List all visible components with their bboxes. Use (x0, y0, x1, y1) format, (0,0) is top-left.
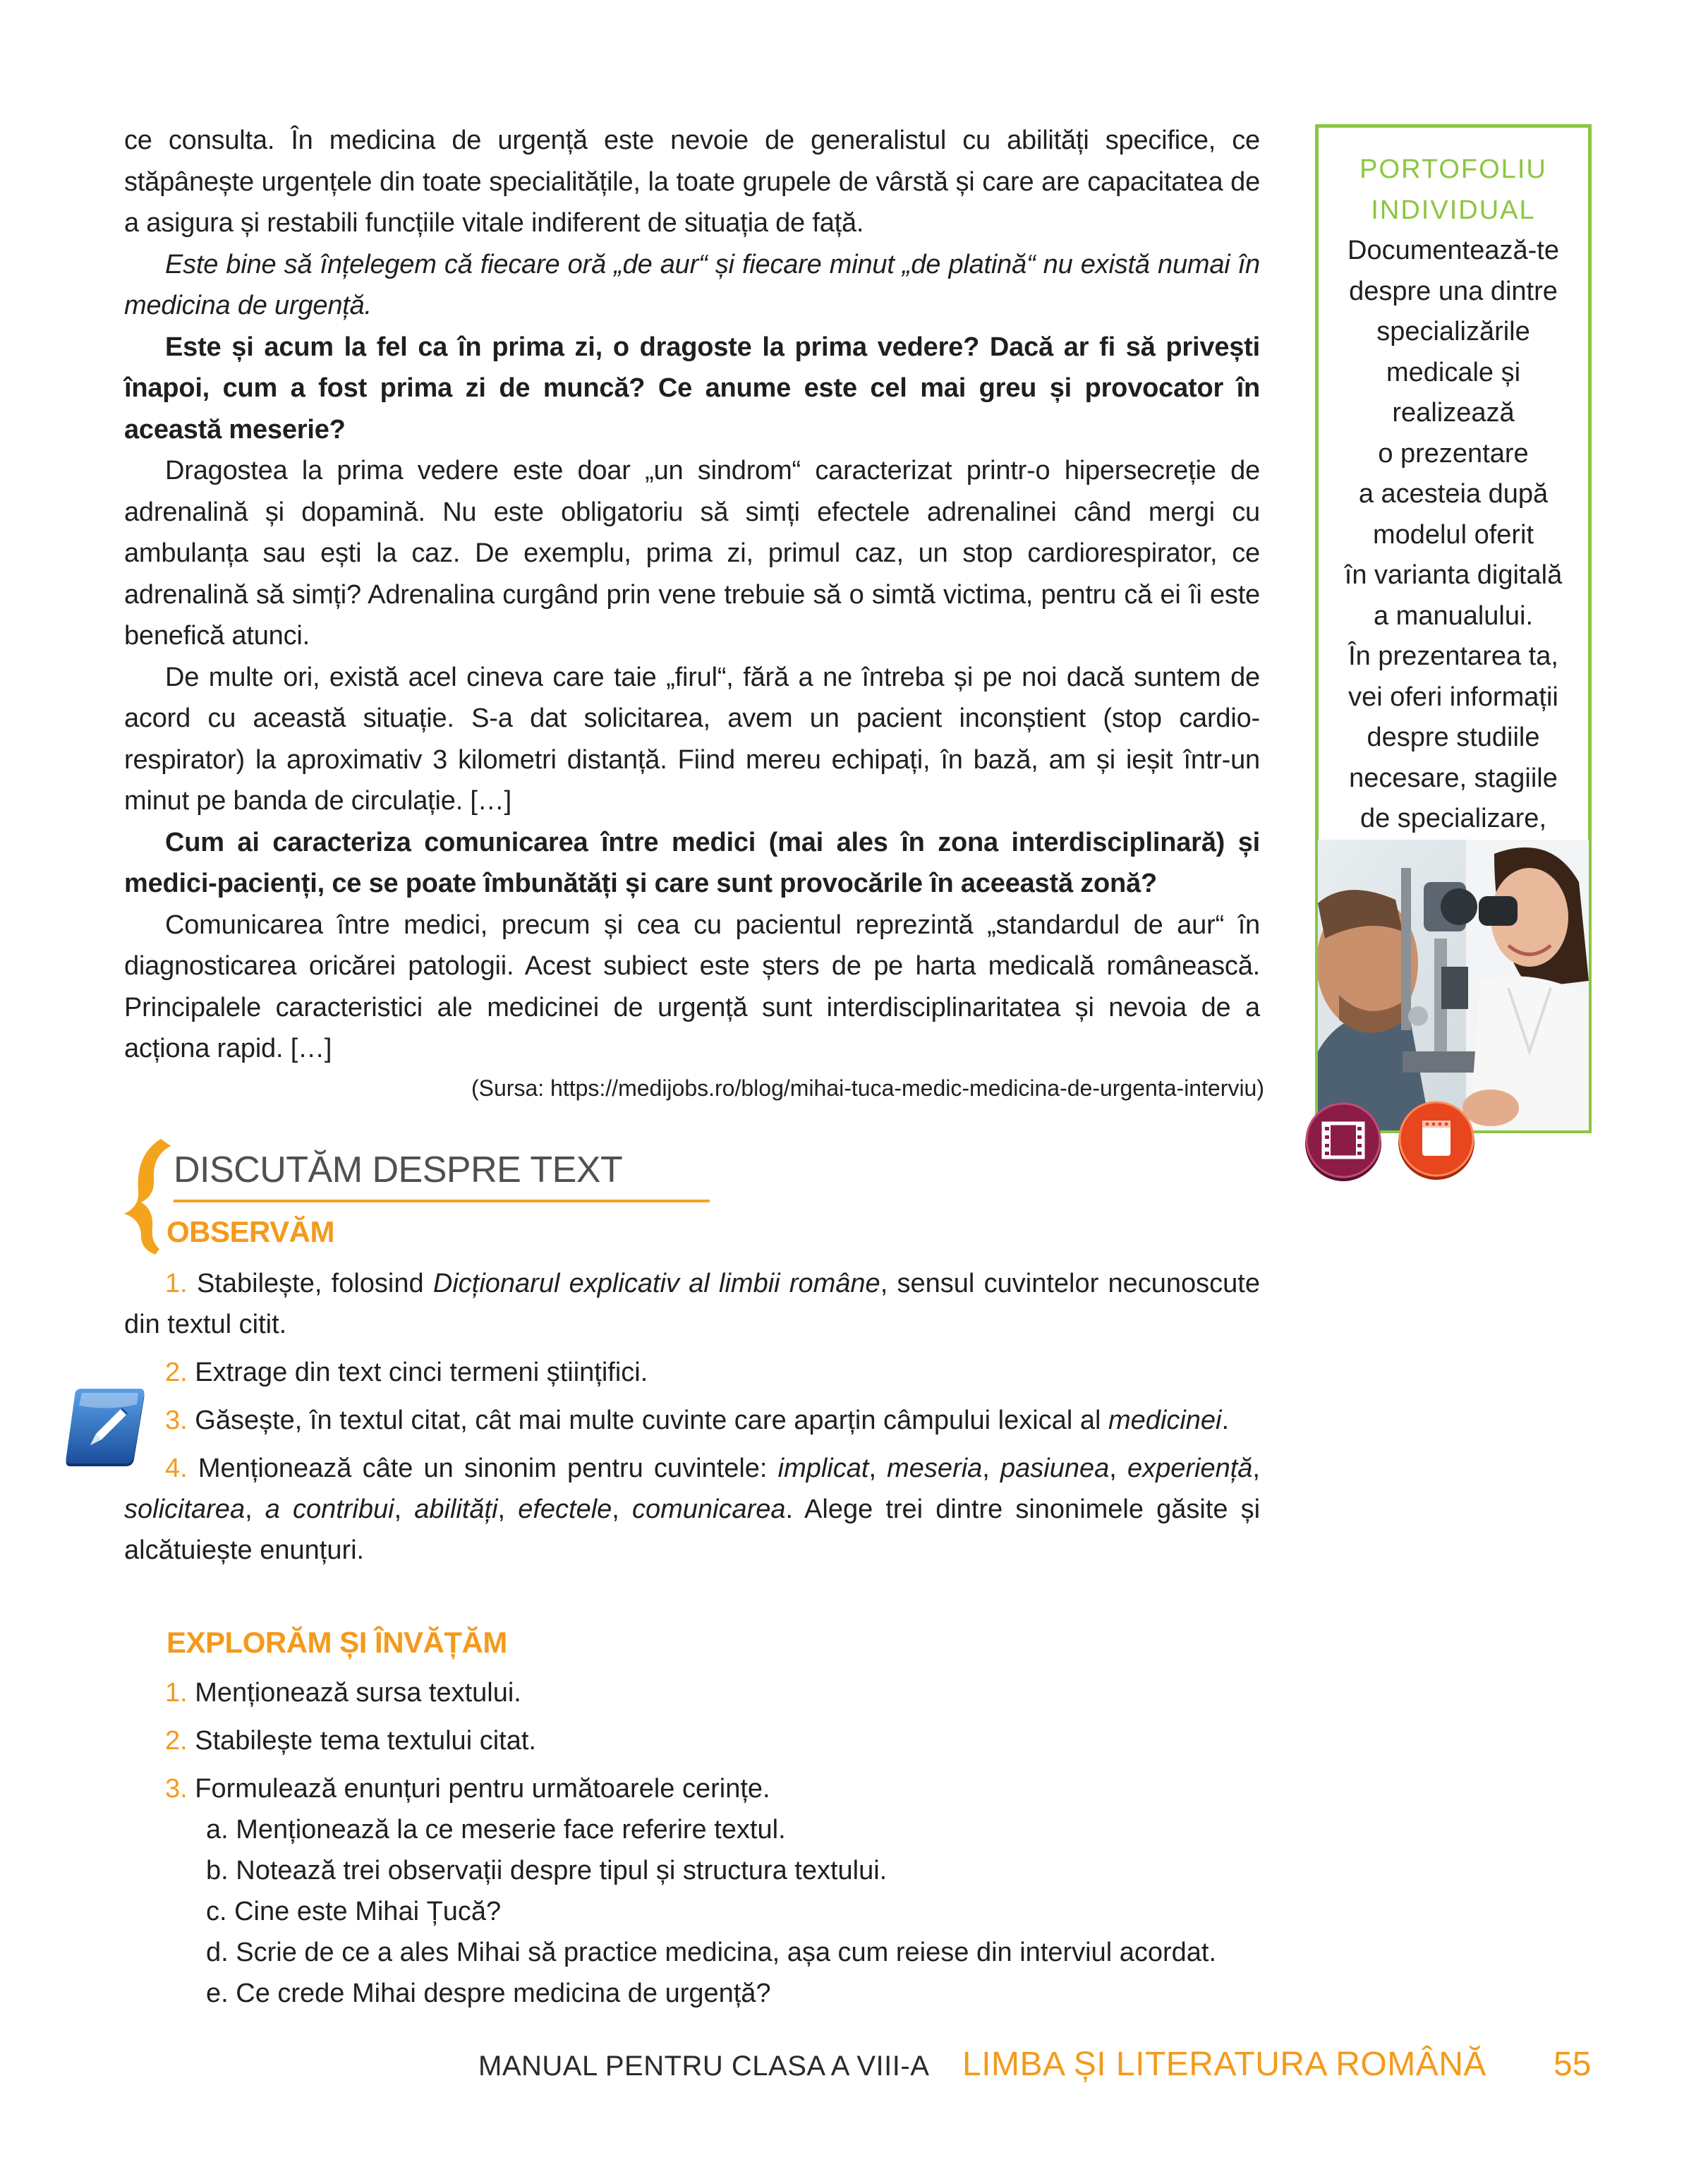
sidebar-line: specializările (1376, 317, 1530, 346)
sidebar-line: necesare, stagiile (1349, 763, 1558, 793)
eye-exam-photo (1318, 840, 1589, 1130)
sidebar-line: o prezentare (1378, 438, 1529, 469)
item-italic: a contribui (265, 1495, 394, 1524)
exploram-list (124, 1672, 1260, 2014)
item-italic: implicat (777, 1454, 869, 1483)
item-text: , (982, 1454, 1000, 1483)
sidebar-line: despre studiile (1367, 723, 1540, 752)
article-paragraph: ce consulta. În medicina de urgență este nevoie de generalistul cu abilități specifice, ce stăpânește urgențele din toate specialitățile, la toate grupele de vârstă și care are capacitatea de a asigura și restabili funcțiile vitale indiferent de situația de față. (124, 126, 1260, 238)
list-item (124, 1400, 1260, 1441)
item-italic: Dicționarul explicativ al limbii române (432, 1269, 880, 1298)
article-paragraph-italic: Este bine să înțelegem că fiecare oră „de aur“ și fiecare minut „de platină“ nu există numai în medicina de urgență. (124, 249, 1260, 320)
item-italic: meseria (887, 1454, 983, 1483)
article-paragraph: Comunicarea între medici, precum și cea cu pacientul reprezintă „standardul de aur“ în diagnosticarea oricărei patologii. Acest subiect este șters de pe harta medicală românească. Principalele caracteristici ale medicinei de urgență sunt interdisciplinaritatea și nevoia de a acționa rapid. […] (124, 910, 1260, 1063)
discussion-title: DISCUTĂM DESPRE TEXT (174, 1149, 623, 1190)
page-number: 55 (1553, 2046, 1592, 2083)
item-italic: pasiunea (1000, 1454, 1110, 1483)
sidebar-line: vei oferi informații (1348, 682, 1558, 712)
item-text: Stabilește tema textului citat. (187, 1726, 536, 1756)
section-title-exploram: EXPLORĂM ȘI ÎNVĂȚĂM (166, 1626, 507, 1659)
item-italic: experiență (1127, 1454, 1253, 1483)
item-text: . (1221, 1406, 1230, 1435)
sidebar-line: Documentează-te (1347, 236, 1559, 265)
list-item (124, 1448, 1260, 1571)
item-text: Extrage din text cinci termeni științifici. (187, 1358, 648, 1387)
item-number: 4. (165, 1454, 188, 1483)
sub-item: e. Ce crede Mihai despre medicina de urgență? (206, 1979, 771, 2008)
item-text: Stabilește, folosind (187, 1269, 433, 1298)
list-item (124, 1352, 1260, 1393)
item-text: , (1109, 1454, 1127, 1483)
title-underline (174, 1200, 710, 1202)
item-italic: medicinei (1108, 1406, 1222, 1435)
item-number: 1. (165, 1269, 188, 1298)
item-italic: solicitarea (124, 1495, 246, 1524)
sidebar-heading-line: INDIVIDUAL (1371, 195, 1536, 225)
item-text: . Alege trei dintre sinonimele găsite și alcătuiește enunțuri. (124, 1495, 1261, 1565)
pencil-icon (61, 1383, 152, 1475)
footer-manual: MANUAL PENTRU CLASA A VIII-A (478, 2051, 930, 2082)
item-italic: abilități (414, 1495, 498, 1524)
eye-exam-illustration (1318, 840, 1589, 1130)
sidebar-heading (1319, 149, 1588, 231)
item-text: Menționează sursa textului. (187, 1678, 521, 1708)
item-text: , (868, 1454, 888, 1483)
item-italic: efectele (518, 1495, 612, 1524)
notepad-icon[interactable] (1395, 1098, 1477, 1180)
sidebar-line: despre una dintre (1349, 276, 1558, 306)
sub-item: a. Menționează la ce meserie face referire textul. (206, 1815, 786, 1845)
item-number: 2. (165, 1726, 188, 1756)
item-text: Găsește, în textul citat, cât mai multe cuvinte care aparțin câmpului lexical al (187, 1406, 1108, 1435)
observam-list (124, 1263, 1260, 1571)
sidebar-line: a acesteia după (1358, 479, 1549, 509)
article-text (124, 120, 1264, 1106)
sidebar-line: în varianta digitală (1344, 560, 1563, 590)
list-item (124, 1720, 1260, 1761)
list-item (124, 1263, 1260, 1345)
list-item (124, 1768, 1260, 1809)
sidebar-line: În prezentarea ta, (1348, 641, 1558, 671)
sidebar-heading-line: PORTOFOLIU (1359, 155, 1547, 184)
article-paragraph: Dragostea la prima vedere este doar „un sindrom“ caracterizat printr-o hipersecreție de adrenalină și dopamină. Nu este obligatoriu să simți efectele adrenalinei când mergi cu ambulanța sau ești la caz. De exemplu, prima zi, primul caz, un stop cardiorespirator, ce adrenalină să simți? Adrenalina curgând prin vene trebuie să o simtă victima, pentru că ei îi este benefică atunci. (124, 456, 1260, 651)
sidebar-line: modelul oferit (1372, 519, 1534, 550)
sub-item: c. Cine este Mihai Țucă? (206, 1897, 502, 1926)
item-text: , (1252, 1454, 1260, 1483)
item-number: 1. (165, 1678, 188, 1708)
item-text: Formulează enunțuri pentru următoarele cerințe. (187, 1774, 770, 1804)
sidebar-line: medicale și realizează (1386, 357, 1521, 428)
sub-item: d. Scrie de ce a ales Mihai să practice medicina, așa cum reiese din interviul acordat. (206, 1938, 1217, 1967)
sidebar-line: a manualului. (1373, 600, 1534, 631)
sidebar-line: de specializare, (1359, 804, 1547, 833)
item-italic: comunicarea (631, 1495, 786, 1524)
item-text: Menționează câte un sinonim pentru cuvintele: (187, 1454, 778, 1483)
list-item (124, 1672, 1260, 1713)
film-icon[interactable] (1302, 1101, 1384, 1183)
item-text: , (612, 1495, 632, 1524)
item-text: , (497, 1495, 519, 1524)
footer-subject: LIMBA ȘI LITERATURA ROMÂNĂ (962, 2046, 1486, 2083)
interview-question: Este și acum la fel ca în prima zi, o dragoste la prima vedere? Dacă ar fi să privești înapoi, cum a fost prima zi de muncă? Ce anume este cel mai greu și provocator în această meserie? (124, 332, 1260, 445)
item-number: 3. (165, 1406, 188, 1435)
item-text: , sensul cuvintelor necunoscute din textul citit. (124, 1269, 1260, 1339)
interview-question: Cum ai caracteriza comunicarea între medici (mai ales în zona interdisciplinară) și medici-pacienți, ce se poate îmbunătăți și care sunt provocările în aceeastă zonă? (124, 827, 1260, 898)
section-title-observam: OBSERVĂM (166, 1215, 334, 1248)
sub-item: b. Notează trei observații despre tipul și structura textului. (206, 1856, 888, 1885)
item-text: , (394, 1495, 415, 1524)
source-citation: (Sursa: https://medijobs.ro/blog/mihai-tuca-medic-medicina-de-urgenta-interviu) (471, 1075, 1264, 1101)
item-number: 3. (165, 1774, 188, 1804)
sidebar-body (1319, 231, 1588, 880)
item-number: 2. (165, 1358, 188, 1387)
item-text: , (245, 1495, 265, 1524)
page-footer (0, 2041, 1708, 2090)
article-paragraph: De multe ori, există acel cineva care taie „firul“, fără a ne întreba și pe noi dacă suntem de acord cu această situație. S-a dat solicitarea, avem un pacient inconștient (stop cardio-respirator) la aproximativ 3 kilometri distanță. Fiind mereu echipați, în bază, am și ieșit într-un minut pe banda de circulație. […] (124, 662, 1260, 816)
